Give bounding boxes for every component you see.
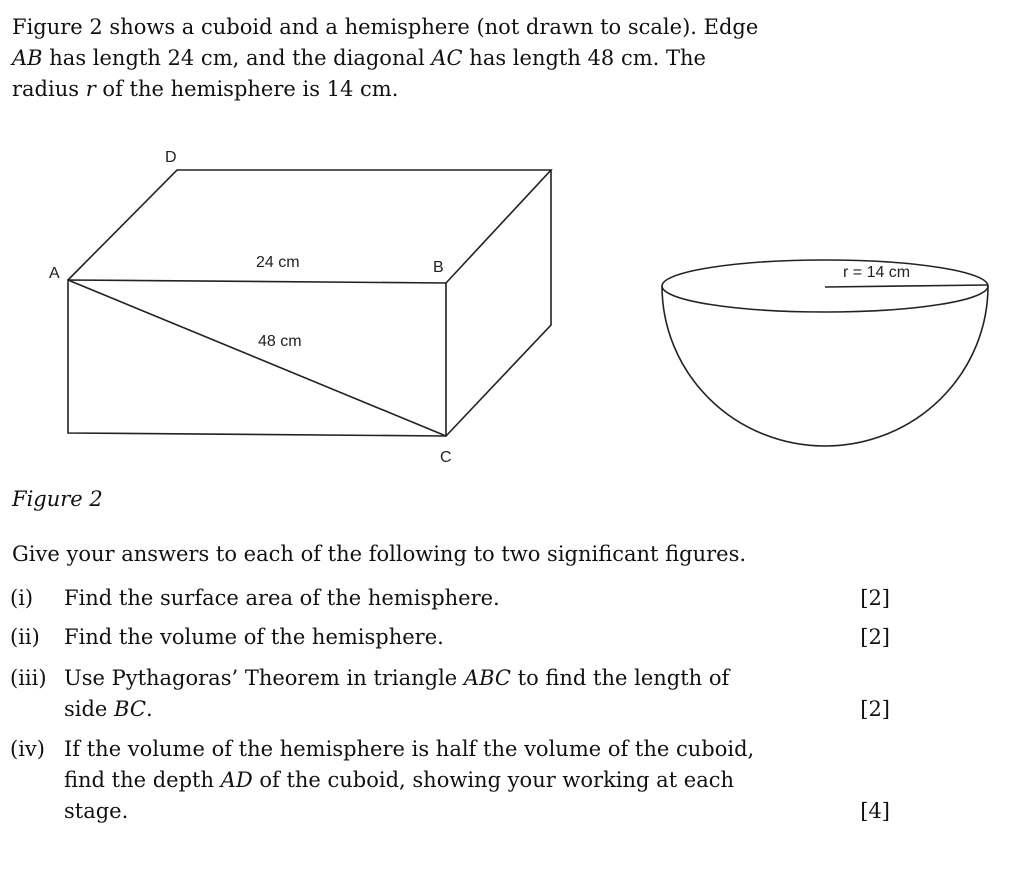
intro-ab: AB — [12, 46, 43, 70]
marks: [2] — [860, 625, 890, 649]
cuboid-top-face — [68, 170, 551, 283]
diagonal-ac-length: 48 cm — [258, 333, 302, 350]
label-c: C — [440, 449, 452, 466]
marks: [2] — [860, 586, 890, 610]
instruction: Give your answers to each of the following to two significant figures. — [12, 542, 747, 566]
question-text — [64, 663, 784, 725]
intro-text-3c: of the hemisphere is 14 cm. — [95, 77, 399, 101]
question-number: (iii) — [10, 666, 47, 690]
intro-paragraph — [12, 12, 832, 105]
diagonal-ac — [68, 280, 446, 436]
q3-bc: BC — [114, 697, 146, 721]
edge-ab-length: 24 cm — [256, 254, 300, 271]
label-d: D — [165, 149, 177, 166]
q3-text-c: to find the length of — [510, 666, 730, 690]
hemisphere — [662, 260, 988, 446]
intro-ac: AC — [431, 46, 463, 70]
radius-label: r = 14 cm — [843, 264, 911, 281]
question-number: (i) — [10, 586, 34, 610]
question-number: (iv) — [10, 737, 45, 761]
intro-line-3 — [12, 74, 832, 105]
q3-abc: ABC — [463, 666, 511, 690]
marks: [4] — [860, 799, 890, 823]
intro-r: r — [85, 77, 96, 101]
intro-text-2d: has length 48 cm. The — [462, 46, 706, 70]
label-a: A — [49, 265, 60, 282]
label-b: B — [433, 259, 444, 276]
q4-ad: AD — [220, 768, 253, 792]
q4-text-d: of the cuboid, showing your working at each — [252, 768, 735, 792]
cuboid-side-face — [446, 170, 551, 436]
cuboid — [68, 170, 551, 436]
q3-text-a: Use Pythagoras’ Theorem in triangle — [64, 666, 464, 690]
hemisphere-bowl — [662, 286, 988, 446]
intro-text-2b: has length 24 cm, and the diagonal — [42, 46, 432, 70]
intro-text-3a: radius — [12, 77, 86, 101]
intro-text-1: Figure 2 shows a cuboid and a hemisphere (not drawn to scale). Edge — [12, 15, 759, 39]
intro-line-1 — [12, 12, 832, 43]
question-text: Find the surface area of the hemisphere. — [64, 586, 500, 610]
figure-2-diagram — [0, 130, 1024, 475]
q3-text-d: side — [64, 697, 115, 721]
question-number: (ii) — [10, 625, 40, 649]
intro-line-2 — [12, 43, 832, 74]
figure-caption: Figure 2 — [12, 487, 103, 511]
question-text — [64, 734, 784, 827]
marks: [2] — [860, 697, 890, 721]
q4-text-a: If the volume of the hemisphere is half the volume of the cuboid, — [64, 737, 755, 761]
q4-text-b: find the depth — [64, 768, 221, 792]
q4-text-e: stage. — [64, 799, 129, 823]
radius-line — [825, 285, 988, 287]
question-text: Find the volume of the hemisphere. — [64, 625, 444, 649]
q3-text-f: . — [145, 697, 153, 721]
